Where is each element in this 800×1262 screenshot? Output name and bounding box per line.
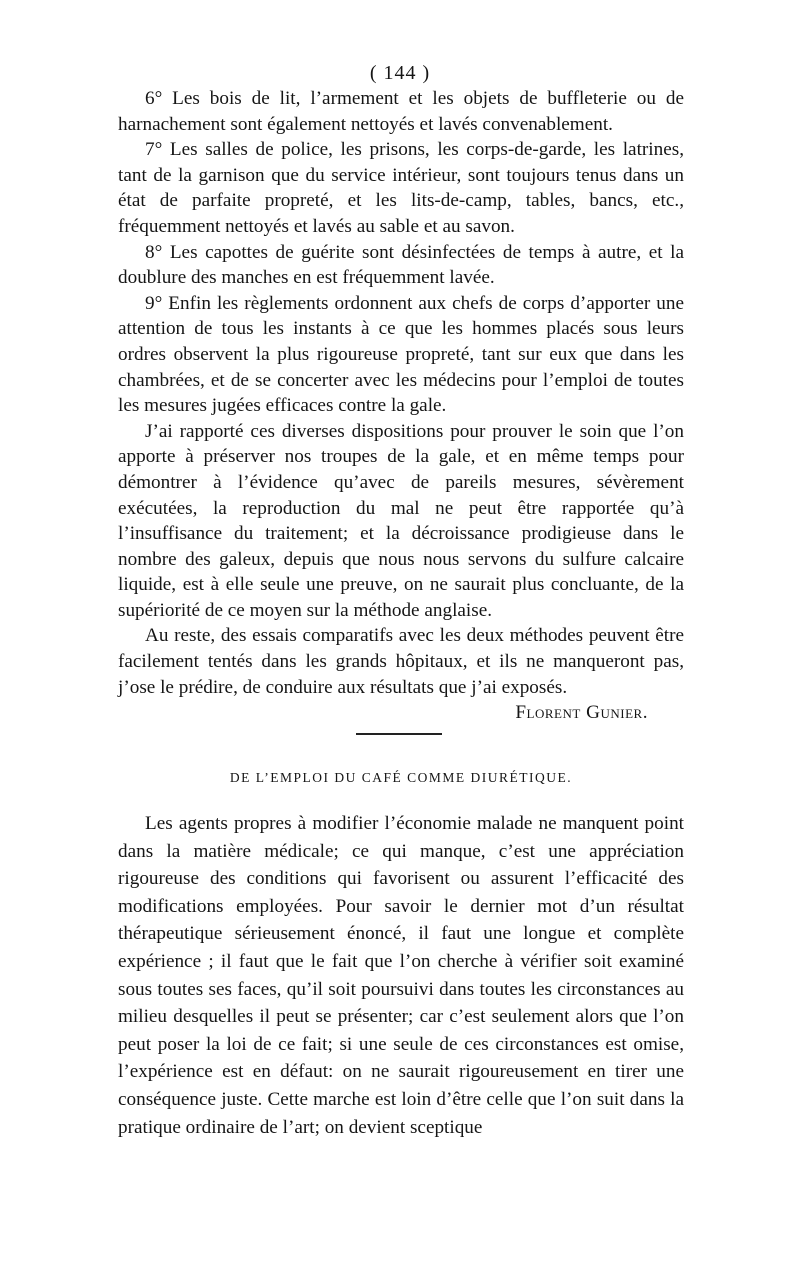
paragraph-9-regulations: 9° Enfin les règlements ordonnent aux chefs de corps d’apporter une attention de tous les instants à ce que les hommes placés sous leurs ordres observent la plus rigoureuse propreté, tant sur eux que dans les chambrées, et de se concerter avec les médecins pour l’emploi de toutes les mesures jugées efficaces contre la gale. (118, 292, 684, 417)
section-divider (356, 733, 442, 735)
top-text-block (118, 86, 684, 726)
paragraph-conclusion: Au reste, des essais comparatifs avec les deux méthodes peuvent être facilement tentés dans les grands hôpitaux, et ils ne manqueront pas, j’ose le prédire, de conduire aux résultats que j’ai exposés. (118, 625, 684, 698)
paragraph-8-sentry-coats: 8° Les capottes de guérite sont désinfectées de temps à autre, et la doublure des manches en est fréquemment lavée. (118, 241, 684, 289)
page-number: ( 144 ) (369, 62, 431, 84)
paragraph-cafe-intro: Les agents propres à modifier l’économie malade ne manquent point dans la matière médicale; ce qui manque, c’est une appréciation rigoureuse des conditions qui favorisent ou assurent l’efficacité des modifications employées. Pour savoir le dernier mot d’un résultat thérapeutique sérieusement énoncé, il faut une longue et complète expérience ; il faut que le fait que l’on cherche à vérifier soit examiné sous toutes ses faces, qu’il soit poursuivi dans toutes les circonstances au milieu desquelles il peut se présenter; car c’est seulement alors que l’on peut poser la loi de ce fait; si une seule de ces circonstances est omise, l’expérience est en défaut: on ne saurait rigoureusement en tirer une conséquence juste. Cette marche est loin d’être celle que l’on suit dans la pratique ordinaire de l’art; on devient sceptique (118, 813, 684, 1138)
author-signature: Florent Gunier. (515, 702, 648, 724)
paragraph-report: J’ai rapporté ces diverses dispositions pour prouver le soin que l’on apporte à préserver nos troupes de la gale, et en même temps pour démontrer à l’évidence qu’avec de pareils mesures, sévèrement exécutées, la reproduction du mal ne peut être rapportée qu’à l’insuffisance du traitement; et la décroissance prodigieuse dans le nombre des galeux, depuis que nous nous servons du sulfure calcaire liquide, est à elle seule une preuve, on ne saurait plus concluante, de la supériorité de ce moyen sur la méthode anglaise. (118, 420, 684, 621)
section-heading: DE L’EMPLOI DU CAFÉ COMME DIURÉTIQUE. (229, 770, 573, 785)
bottom-text-block (118, 810, 684, 1141)
paragraph-7-police-rooms: 7° Les salles de police, les prisons, les corps-de-garde, les latrines, tant de la garnison que du service intérieur, sont toujours tenus dans un état de parfaite propreté, et les lits-de-camp, tables, bancs, etc., fréquemment nettoyés et lavés au sable et au savon. (118, 139, 684, 237)
paragraph-6-bedding: 6° Les bois de lit, l’armement et les objets de buffleterie ou de harnachement sont également nettoyés et lavés convenablement. (118, 88, 684, 135)
